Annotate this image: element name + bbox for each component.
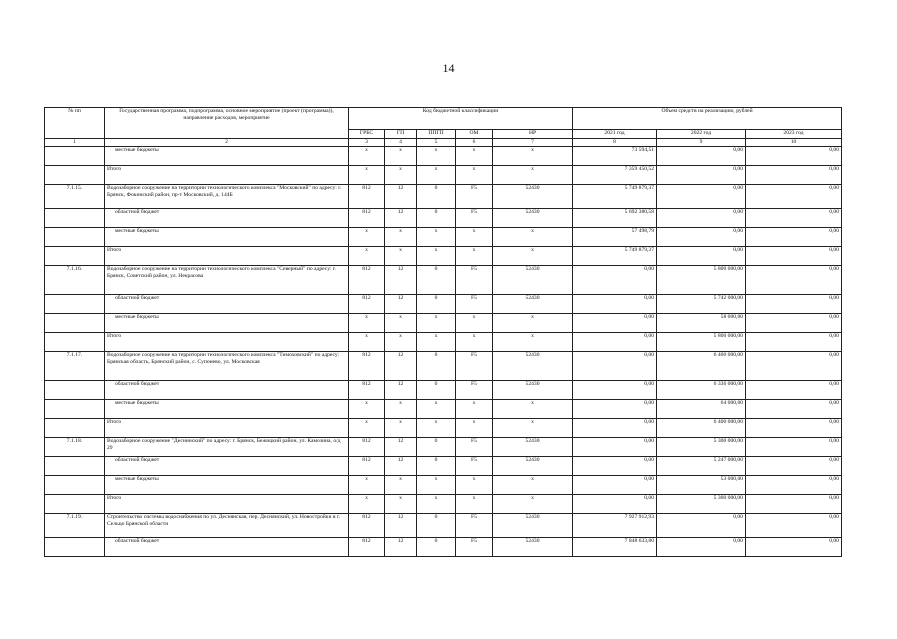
nr-cell: 52430 — [493, 266, 573, 295]
header-2021: 2021 год — [573, 130, 657, 139]
table-row — [45, 381, 842, 400]
row-number — [45, 419, 105, 438]
amount-2023: 0,00 — [746, 314, 842, 333]
gp-cell: x — [385, 247, 417, 266]
gp-cell: x — [385, 166, 417, 185]
ppgp-cell: x — [417, 228, 456, 247]
header-2022: 2022 год — [657, 130, 746, 139]
om-cell: x — [456, 419, 493, 438]
ppgp-cell: x — [417, 419, 456, 438]
row-number — [45, 147, 105, 166]
om-cell: F5 — [456, 295, 493, 314]
row-name: местные бюджеты — [105, 400, 349, 419]
amount-2021: 7 927 912,93 — [573, 514, 657, 538]
table-row — [45, 295, 842, 314]
row-name: Итого — [105, 333, 349, 352]
row-number — [45, 314, 105, 333]
amount-2023: 0,00 — [746, 457, 842, 476]
header-name: Государственная программа, подпрограмма, основное мероприятие (проект (программа)), направление расходов, мероприятие — [105, 108, 349, 139]
om-cell: x — [456, 333, 493, 352]
nr-cell: 52430 — [493, 438, 573, 457]
grbs-cell: 812 — [349, 538, 385, 557]
gp-cell: 12 — [385, 438, 417, 457]
row-number — [45, 247, 105, 266]
amount-2022: 6 336 000,00 — [657, 381, 746, 400]
amount-2023: 0,00 — [746, 495, 842, 514]
amount-2022: 0,00 — [657, 514, 746, 538]
amount-2023: 0,00 — [746, 538, 842, 557]
amount-2021: 0,00 — [573, 457, 657, 476]
ppgp-cell: 0 — [417, 538, 456, 557]
ppgp-cell: 0 — [417, 381, 456, 400]
om-cell: F5 — [456, 381, 493, 400]
nr-cell: 52430 — [493, 514, 573, 538]
col-num: 4 — [385, 139, 417, 147]
grbs-cell: x — [349, 419, 385, 438]
row-number — [45, 228, 105, 247]
amount-2023: 0,00 — [746, 381, 842, 400]
amount-2022: 0,00 — [657, 209, 746, 228]
row-number — [45, 495, 105, 514]
nr-cell: x — [493, 400, 573, 419]
amount-2021: 0,00 — [573, 266, 657, 295]
header-grbs: ГРБС — [349, 130, 385, 139]
header-no: № пп — [45, 108, 105, 139]
gp-cell: 12 — [385, 514, 417, 538]
row-number: 7.1.15. — [45, 185, 105, 209]
amount-2021: 0,00 — [573, 438, 657, 457]
amount-2022: 5 800 000,00 — [657, 266, 746, 295]
gp-cell: 12 — [385, 352, 417, 381]
grbs-cell: x — [349, 333, 385, 352]
table-row — [45, 209, 842, 228]
row-name: Водозаборное сооружение на территории технологического комплекса "Тимоховский" по адресу: Брянская область, Брянский район, с. Супонево, ул. Московская — [105, 352, 349, 381]
gp-cell: 12 — [385, 457, 417, 476]
table-row — [45, 419, 842, 438]
gp-cell: 12 — [385, 185, 417, 209]
amount-2023: 0,00 — [746, 147, 842, 166]
row-number — [45, 538, 105, 557]
gp-cell: x — [385, 495, 417, 514]
grbs-cell: 812 — [349, 438, 385, 457]
table-row — [45, 352, 842, 381]
table-row — [45, 314, 842, 333]
om-cell: x — [456, 228, 493, 247]
amount-2022: 5 300 000,00 — [657, 438, 746, 457]
gp-cell: x — [385, 333, 417, 352]
grbs-cell: 812 — [349, 457, 385, 476]
header-amount-group: Объем средств на реализацию, рублей — [573, 108, 842, 130]
gp-cell: x — [385, 147, 417, 166]
nr-cell: x — [493, 333, 573, 352]
amount-2021: 0,00 — [573, 314, 657, 333]
row-number — [45, 476, 105, 495]
amount-2023: 0,00 — [746, 419, 842, 438]
amount-2021: 73 594,51 — [573, 147, 657, 166]
om-cell: F5 — [456, 457, 493, 476]
amount-2022: 5 800 000,00 — [657, 333, 746, 352]
nr-cell: x — [493, 476, 573, 495]
table-row — [45, 247, 842, 266]
nr-cell: 52430 — [493, 295, 573, 314]
amount-2021: 0,00 — [573, 295, 657, 314]
grbs-cell: x — [349, 247, 385, 266]
col-num: 10 — [746, 139, 842, 147]
nr-cell: 52430 — [493, 457, 573, 476]
amount-2022: 53 000,00 — [657, 476, 746, 495]
nr-cell: x — [493, 314, 573, 333]
amount-2021: 5 749 879,37 — [573, 185, 657, 209]
gp-cell: 12 — [385, 538, 417, 557]
om-cell: F5 — [456, 209, 493, 228]
row-name: местные бюджеты — [105, 476, 349, 495]
amount-2022: 64 000,00 — [657, 400, 746, 419]
amount-2022: 58 000,00 — [657, 314, 746, 333]
ppgp-cell: x — [417, 333, 456, 352]
table-row — [45, 400, 842, 419]
ppgp-cell: x — [417, 314, 456, 333]
row-name: местные бюджеты — [105, 228, 349, 247]
amount-2022: 0,00 — [657, 185, 746, 209]
row-number — [45, 457, 105, 476]
amount-2022: 0,00 — [657, 538, 746, 557]
amount-2022: 5 742 000,00 — [657, 295, 746, 314]
ppgp-cell: 0 — [417, 514, 456, 538]
amount-2023: 0,00 — [746, 247, 842, 266]
amount-2022: 0,00 — [657, 228, 746, 247]
row-number — [45, 209, 105, 228]
grbs-cell: x — [349, 314, 385, 333]
ppgp-cell: x — [417, 476, 456, 495]
om-cell: x — [456, 247, 493, 266]
amount-2023: 0,00 — [746, 438, 842, 457]
amount-2023: 0,00 — [746, 228, 842, 247]
amount-2022: 6 400 000,00 — [657, 352, 746, 381]
header-ppgp: ППГП — [417, 130, 456, 139]
row-number: 7.1.19. — [45, 514, 105, 538]
header-code-group: Код бюджетной классификации — [349, 108, 573, 130]
amount-2021: 57 498,79 — [573, 228, 657, 247]
nr-cell: x — [493, 147, 573, 166]
amount-2021: 7 848 633,80 — [573, 538, 657, 557]
nr-cell: x — [493, 495, 573, 514]
row-name: областной бюджет — [105, 209, 349, 228]
amount-2021: 5 749 879,37 — [573, 247, 657, 266]
gp-cell: 12 — [385, 266, 417, 295]
amount-2022: 5 247 000,00 — [657, 457, 746, 476]
table-row — [45, 457, 842, 476]
om-cell: x — [456, 166, 493, 185]
grbs-cell: 812 — [349, 381, 385, 400]
page-number: 14 — [442, 61, 455, 75]
table-row — [45, 266, 842, 295]
amount-2021: 0,00 — [573, 400, 657, 419]
nr-cell: 52430 — [493, 381, 573, 400]
ppgp-cell: 0 — [417, 295, 456, 314]
table-row — [45, 514, 842, 538]
row-number — [45, 381, 105, 400]
gp-cell: 12 — [385, 295, 417, 314]
grbs-cell: x — [349, 166, 385, 185]
amount-2021: 0,00 — [573, 352, 657, 381]
col-num: 2 — [105, 139, 349, 147]
row-name: Водозаборное сооружение на территории технологического комплекса "Московский" по адресу: г. Брянск, Фокинский район, пр-т Московский, д. 144Б — [105, 185, 349, 209]
col-num: 9 — [657, 139, 746, 147]
row-name: областной бюджет — [105, 457, 349, 476]
om-cell: x — [456, 314, 493, 333]
om-cell: x — [456, 495, 493, 514]
amount-2023: 0,00 — [746, 185, 842, 209]
om-cell: x — [456, 147, 493, 166]
row-name: областной бюджет — [105, 295, 349, 314]
row-number: 7.1.16. — [45, 266, 105, 295]
grbs-cell: 812 — [349, 185, 385, 209]
nr-cell: 52430 — [493, 185, 573, 209]
grbs-cell: x — [349, 476, 385, 495]
amount-2022: 5 300 000,00 — [657, 495, 746, 514]
amount-2021: 0,00 — [573, 333, 657, 352]
nr-cell: 52430 — [493, 209, 573, 228]
ppgp-cell: 0 — [417, 457, 456, 476]
om-cell: F5 — [456, 514, 493, 538]
ppgp-cell: 0 — [417, 266, 456, 295]
header-nr: НР — [493, 130, 573, 139]
amount-2023: 0,00 — [746, 166, 842, 185]
col-num: 1 — [45, 139, 105, 147]
grbs-cell: x — [349, 495, 385, 514]
row-name: областной бюджет — [105, 538, 349, 557]
gp-cell: x — [385, 228, 417, 247]
grbs-cell: 812 — [349, 352, 385, 381]
col-num: 7 — [493, 139, 573, 147]
grbs-cell: 812 — [349, 209, 385, 228]
grbs-cell: x — [349, 228, 385, 247]
table-row — [45, 228, 842, 247]
amount-2021: 0,00 — [573, 419, 657, 438]
amount-2022: 0,00 — [657, 247, 746, 266]
budget-table — [44, 107, 842, 557]
row-number — [45, 333, 105, 352]
amount-2021: 7 359 450,52 — [573, 166, 657, 185]
row-name: местные бюджеты — [105, 314, 349, 333]
gp-cell: x — [385, 419, 417, 438]
amount-2023: 0,00 — [746, 476, 842, 495]
amount-2023: 0,00 — [746, 514, 842, 538]
om-cell: x — [456, 400, 493, 419]
amount-2022: 6 400 000,00 — [657, 419, 746, 438]
gp-cell: x — [385, 314, 417, 333]
header-2023: 2023 год — [746, 130, 842, 139]
row-name: местные бюджеты — [105, 147, 349, 166]
om-cell: F5 — [456, 538, 493, 557]
om-cell: F5 — [456, 352, 493, 381]
ppgp-cell: 0 — [417, 438, 456, 457]
row-name: Итого — [105, 419, 349, 438]
ppgp-cell: 0 — [417, 185, 456, 209]
column-number-row — [45, 139, 842, 147]
row-number: 7.1.18. — [45, 438, 105, 457]
row-name: Строительство системы водоснабжения по ул. Деснянская, пер. Деснянский, ул. Новостройки в г. Сельцо Брянской области — [105, 514, 349, 538]
ppgp-cell: 0 — [417, 352, 456, 381]
row-number — [45, 295, 105, 314]
table-row — [45, 495, 842, 514]
amount-2023: 0,00 — [746, 352, 842, 381]
table-row — [45, 538, 842, 557]
col-num: 5 — [417, 139, 456, 147]
grbs-cell: x — [349, 400, 385, 419]
nr-cell: x — [493, 247, 573, 266]
amount-2021: 0,00 — [573, 476, 657, 495]
amount-2023: 0,00 — [746, 333, 842, 352]
amount-2023: 0,00 — [746, 295, 842, 314]
gp-cell: 12 — [385, 209, 417, 228]
ppgp-cell: x — [417, 495, 456, 514]
table-row — [45, 438, 842, 457]
om-cell: F5 — [456, 266, 493, 295]
row-number — [45, 400, 105, 419]
row-name: Итого — [105, 247, 349, 266]
table-row — [45, 147, 842, 166]
om-cell: F5 — [456, 438, 493, 457]
table-body — [45, 147, 842, 557]
grbs-cell: 812 — [349, 514, 385, 538]
amount-2021: 0,00 — [573, 381, 657, 400]
row-name: областной бюджет — [105, 381, 349, 400]
header-gp: ГП — [385, 130, 417, 139]
ppgp-cell: x — [417, 400, 456, 419]
gp-cell: x — [385, 400, 417, 419]
row-name: Водозаборное сооружение "Деснинский" по адресу: г. Брянск, Бежицкий район, ул. Камозина, о/д 29 — [105, 438, 349, 457]
ppgp-cell: x — [417, 147, 456, 166]
header-om: ОМ — [456, 130, 493, 139]
row-number: 7.1.17. — [45, 352, 105, 381]
nr-cell: 52430 — [493, 538, 573, 557]
table-row — [45, 333, 842, 352]
grbs-cell: 812 — [349, 295, 385, 314]
row-number — [45, 166, 105, 185]
nr-cell: 52430 — [493, 352, 573, 381]
row-name: Итого — [105, 166, 349, 185]
col-num: 6 — [456, 139, 493, 147]
table-row — [45, 185, 842, 209]
grbs-cell: 812 — [349, 266, 385, 295]
amount-2022: 0,00 — [657, 166, 746, 185]
om-cell: x — [456, 476, 493, 495]
amount-2022: 0,00 — [657, 147, 746, 166]
amount-2021: 0,00 — [573, 495, 657, 514]
col-num: 8 — [573, 139, 657, 147]
table-row — [45, 476, 842, 495]
row-name: Итого — [105, 495, 349, 514]
amount-2023: 0,00 — [746, 209, 842, 228]
ppgp-cell: 0 — [417, 209, 456, 228]
gp-cell: 12 — [385, 381, 417, 400]
nr-cell: x — [493, 419, 573, 438]
nr-cell: x — [493, 166, 573, 185]
grbs-cell: x — [349, 147, 385, 166]
nr-cell: x — [493, 228, 573, 247]
amount-2023: 0,00 — [746, 400, 842, 419]
ppgp-cell: x — [417, 247, 456, 266]
amount-2023: 0,00 — [746, 266, 842, 295]
gp-cell: x — [385, 476, 417, 495]
col-num: 3 — [349, 139, 385, 147]
ppgp-cell: x — [417, 166, 456, 185]
amount-2021: 5 692 380,58 — [573, 209, 657, 228]
table-row — [45, 166, 842, 185]
om-cell: F5 — [456, 185, 493, 209]
row-name: Водозаборное сооружение на территории технологического комплекса "Северный" по адресу: г. Брянск, Советский район, ул. Некрасова — [105, 266, 349, 295]
